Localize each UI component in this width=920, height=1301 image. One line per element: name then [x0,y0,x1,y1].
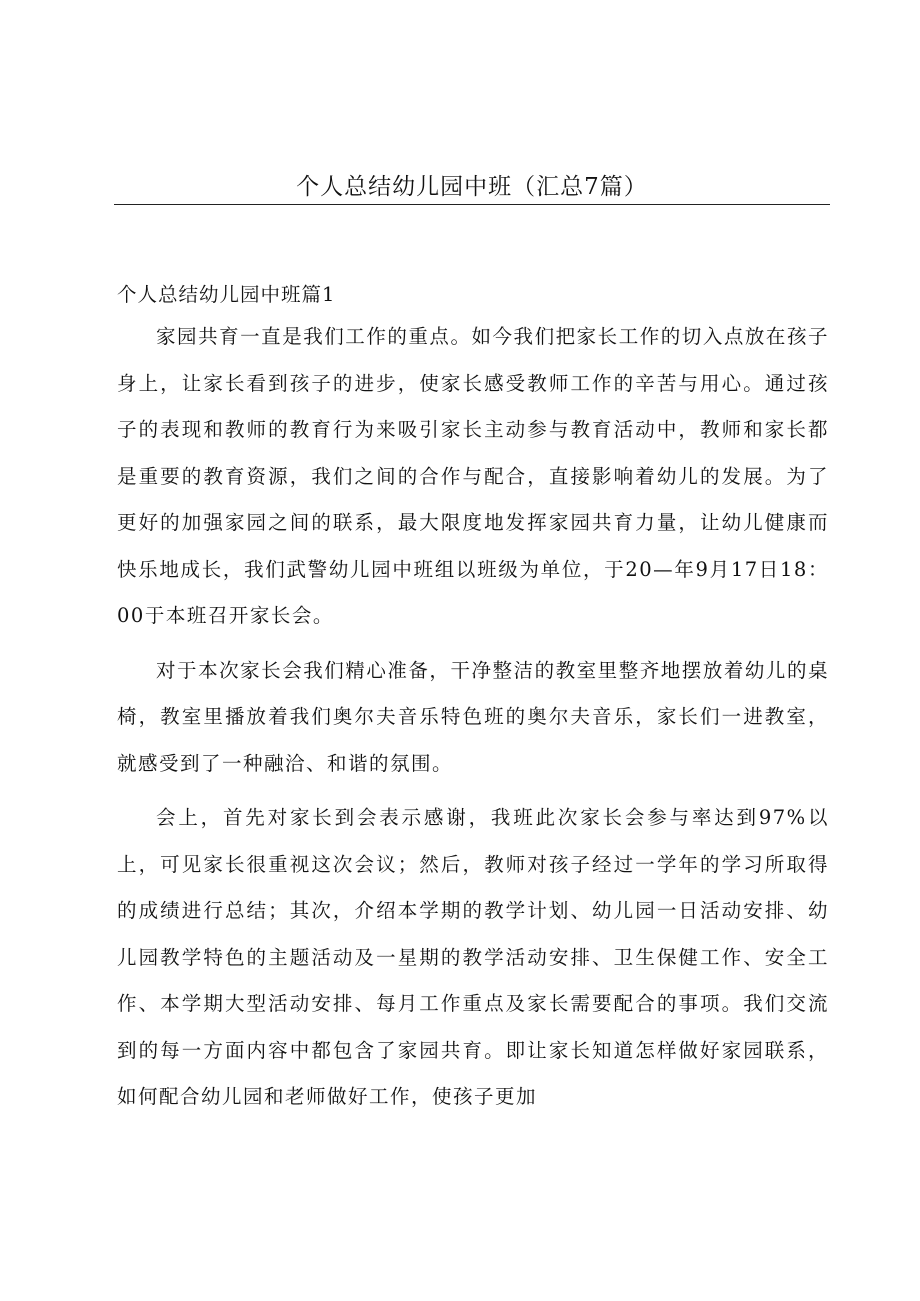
paragraph-1: 家园共育一直是我们工作的重点。如今我们把家长工作的切入点放在孩子身上，让家长看到孩子的进步，使家长感受教师工作的辛苦与用心。通过孩子的表现和教师的教育行为来吸引家长主动参与教育活动中，教师和家长都是重要的教育资源，我们之间的合作与配合，直接影响着幼儿的发展。为了更好的加强家园之间的联系，最大限度地发挥家园共育力量，让幼儿健康而快乐地成长，我们武警幼儿园中班组以班级为单位，于20—年9月17日18：00于本班召开家长会。 [117,325,829,627]
paragraph-3: 会上，首先对家长到会表示感谢，我班此次家长会参与率达到97%以上，可见家长很重视这次会议；然后，教师对孩子经过一学年的学习所取得的成绩进行总结；其次，介绍本学期的教学计划、幼儿园一日活动安排、幼儿园教学特色的主题活动及一星期的教学活动安排、卫生保健工作、安全工作、本学期大型活动安排、每月工作重点及家长需要配合的事项。我们交流到的每一方面内容中都包含了家园共育。即让家长知道怎样做好家园联系，如何配合幼儿园和老师做好工作，使孩子更加 [117,806,829,1108]
title-underline [114,204,830,205]
section-heading: 个人总结幼儿园中班篇1 [117,283,336,306]
document-body [117,276,829,1129]
paragraph-2: 对于本次家长会我们精心准备，干净整洁的教室里整齐地摆放着幼儿的桌椅，教室里播放着我们奥尔夫音乐特色班的奥尔夫音乐，家长们一进教室，就感受到了一种融洽、和谐的氛围。 [117,658,829,775]
document-title: 个人总结幼儿园中班（汇总7篇） [296,174,648,200]
